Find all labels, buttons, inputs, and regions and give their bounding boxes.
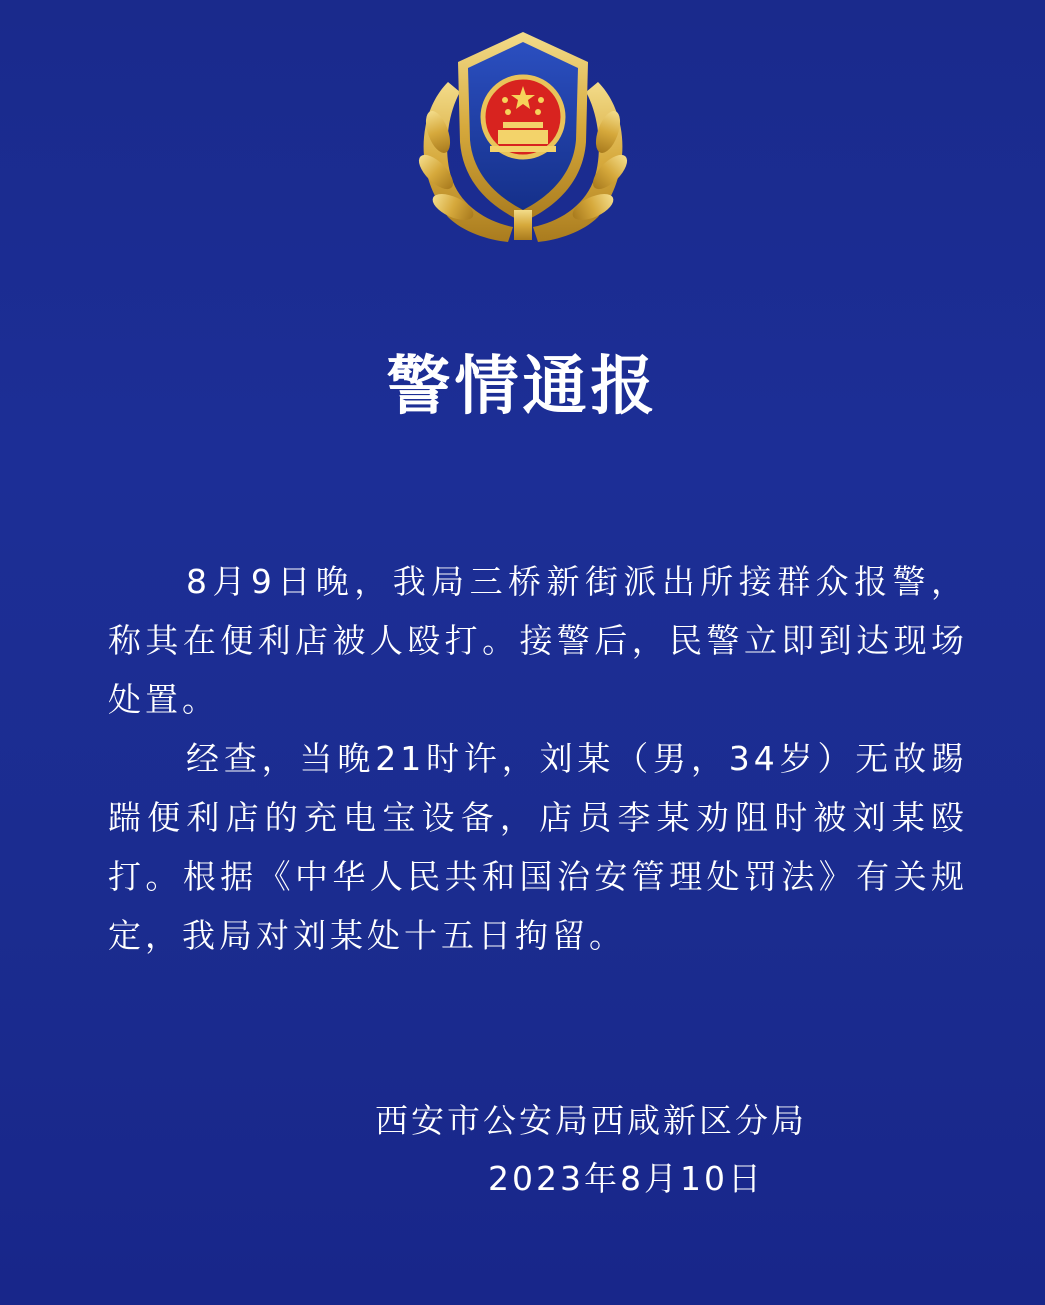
signature-organization: 西安市公安局西咸新区分局 bbox=[375, 1101, 807, 1140]
notice-paragraph-2: 经查，当晚21时许，刘某（男，34岁）无故踢踹便利店的充电宝设备，店员李某劝阻时被刘某殴打。根据《中华人民共和国治安管理处罚法》有关规定，我局对刘某处十五日拘留。 bbox=[108, 739, 968, 955]
notice-body bbox=[108, 552, 968, 965]
police-emblem-icon bbox=[408, 22, 638, 247]
notice-title: 警情通报 bbox=[386, 350, 659, 424]
notice-paragraph-1: 8月9日晚，我局三桥新街派出所接群众报警，称其在便利店被人殴打。接警后，民警立即到达现场处置。 bbox=[108, 562, 968, 719]
signature-date: 2023年8月10日 bbox=[488, 1159, 764, 1198]
